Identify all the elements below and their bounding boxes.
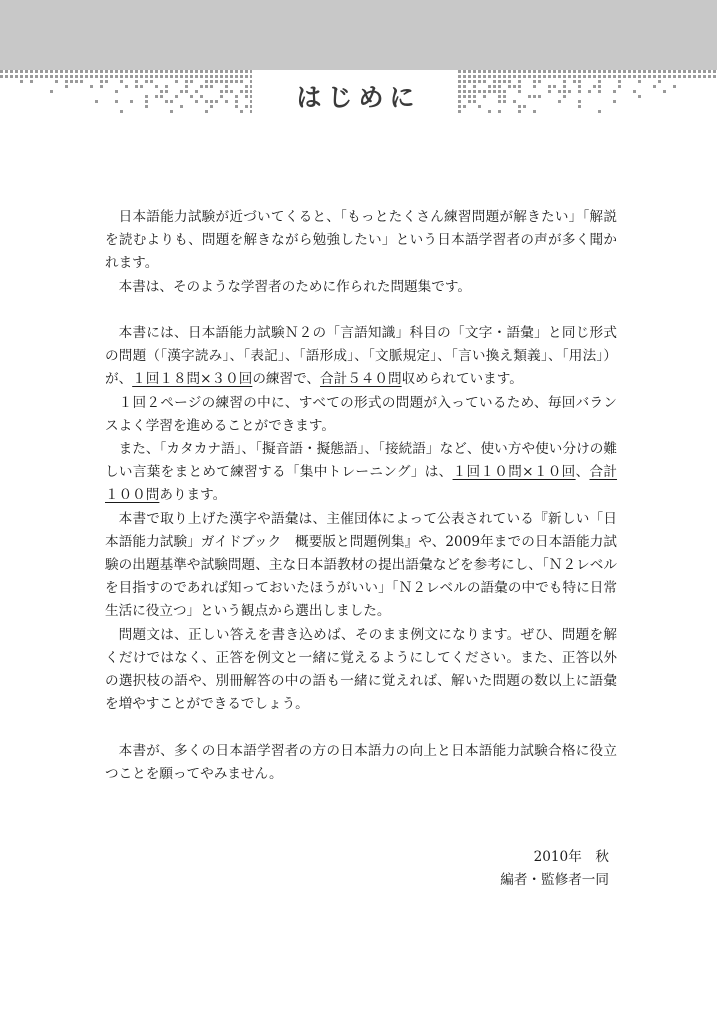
paragraph-main-5: 問題文は、正しい答えを書き込めば、そのまま例文になります。ぜひ、問題を解くだけではなく、正答を例文と一緒に覚えるようにしてください。また、正答以外の選択枝の語や、別冊解答の中の語も一緒に覚えれば、解いた問題の数以上に語彙を増やすことができるでしょう。 [105, 626, 617, 713]
paragraph-main-2: １回２ページの練習の中に、すべての形式の問題が入っているため、毎回バランスよく学習を進めることができます。 [105, 394, 617, 434]
p3-underlined-total: 合計５４０問 [320, 371, 402, 388]
p5-text-a: また、「カタカナ語」、「擬音語・擬態語」、「接続語」など、使い方や使い分けの難しい言葉をまとめて練習する「集中トレーニング」は、 [105, 441, 617, 481]
paragraph-main-1 [105, 322, 617, 392]
header-band [0, 0, 717, 70]
signature-author: 編者・監修者一同 [500, 872, 609, 889]
page-title: はじめに [296, 83, 421, 112]
paragraph-intro-2: 本書は、そのような学習者のために作られた問題集です。 [118, 278, 471, 295]
paragraph-main-4: 本書で取り上げた漢字や語彙は、主催団体によって公表されている『新しい「日本語能力試験」ガイドブック 概要版と問題例集』や、2009年までの日本語能力試験の出題基準や試験問題、主な日本語教材の提出語彙などを参考にし、「Ｎ２レベルを目指すのであれば知っておいたほうがいい」「Ｎ２レベルの語彙の中でも特に日常生活に役立つ」という観点から選出しました。 [105, 510, 617, 620]
paragraph-gap [105, 299, 617, 322]
p3-text-b: の練習で、 [252, 371, 321, 388]
paragraph-closing: 本書が、多くの日本語学習者の方の日本語力の向上と日本語能力試験合格に役立つことを願ってやみません。 [105, 742, 617, 782]
preface-body [105, 206, 617, 786]
paragraph-main-3 [105, 438, 617, 508]
p5-underlined-total: 合計１００問 [105, 464, 618, 504]
p3-underlined-count: １回１８問×３０回 [132, 371, 253, 388]
p5-underlined-count: １回１０問×１０回 [452, 464, 576, 481]
paragraph-intro-1: 日本語能力試験が近づいてくると、「もっとたくさん練習問題が解きたい」「解説を読むよりも、問題を解きながら勉強したい」という日本語学習者の声が多く聞かれます。 [105, 209, 617, 272]
paragraph-gap [105, 716, 617, 739]
p5-text-c: あります。 [159, 487, 227, 504]
p3-text-c: 収められています。 [401, 371, 523, 388]
p3-text-a: 本書には、日本語能力試験Ｎ２の「言語知識」科目の「文字・語彙」と同じ形式の問題（「漢字読み」、「表記」、「語形成」、「文脈規定」、「言い換え類義」、「用法」）が、 [105, 325, 617, 388]
p5-text-b: 、 [575, 464, 590, 481]
signature-block [500, 846, 609, 892]
signature-date: 2010年 秋 [533, 849, 609, 865]
